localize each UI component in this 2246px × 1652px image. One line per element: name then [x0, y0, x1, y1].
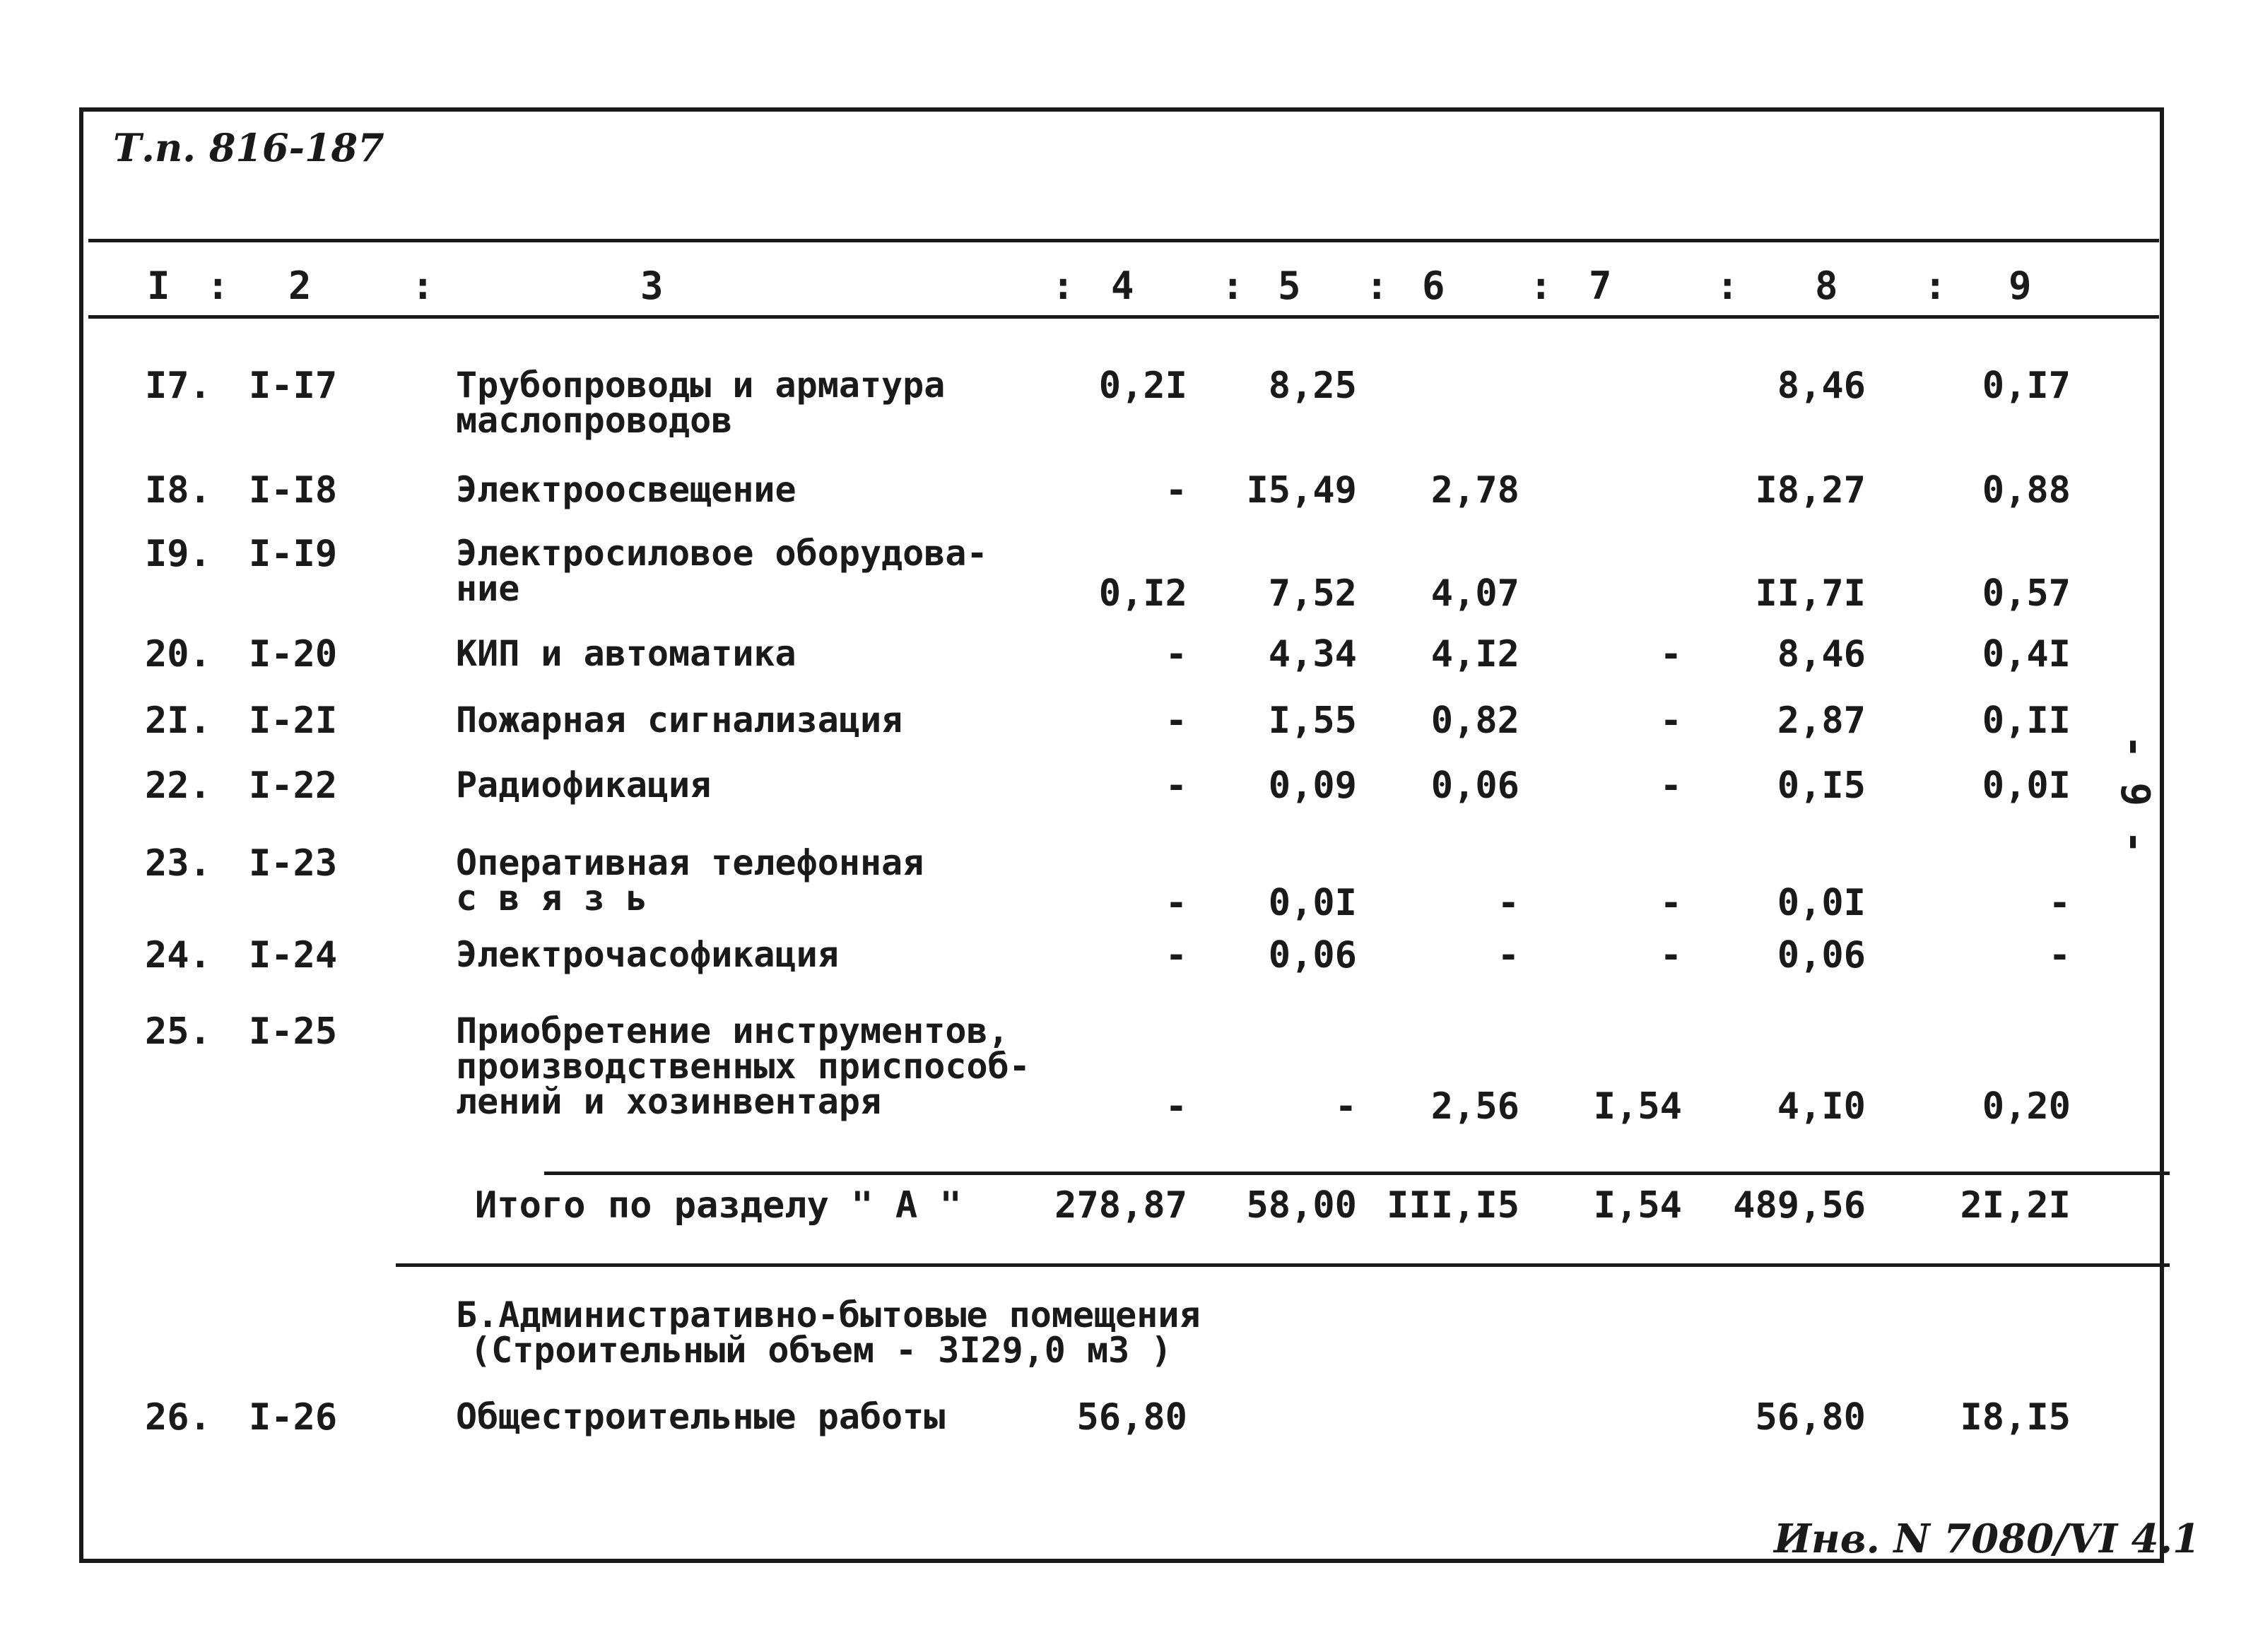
total-top-rule: [544, 1172, 2170, 1175]
col-header-9: 9: [2009, 264, 2032, 308]
header-bottom-rule: [88, 315, 2159, 319]
col-separator: :: [1529, 264, 1553, 308]
row-col6: 2,78: [1430, 469, 1519, 512]
row-col9: I8,I5: [1960, 1396, 2071, 1439]
col-separator: :: [1716, 264, 1739, 308]
total-col6: III,I5: [1387, 1184, 1519, 1227]
row-col5: 0,0I: [1268, 882, 1357, 924]
doc-code: Т.п. 816-187: [113, 125, 384, 170]
row-description: Общестроительные работы: [456, 1396, 946, 1437]
row-number: I8.: [145, 469, 211, 512]
row-col5: -: [1334, 1085, 1357, 1128]
row-col7: -: [1659, 633, 1682, 675]
row-col7: -: [1659, 700, 1682, 742]
col-separator: :: [206, 264, 230, 308]
row-col8: I8,27: [1755, 469, 1866, 512]
row-col6: 4,I2: [1430, 633, 1519, 675]
section-b-title: Б.Административно-бытовые помещения: [456, 1294, 1201, 1335]
row-col6: 2,56: [1430, 1085, 1519, 1128]
row-col7: -: [1659, 882, 1682, 924]
row-col5: I5,49: [1246, 469, 1357, 512]
col-header-6: 6: [1422, 264, 1445, 308]
row-description: Электрочасофикация: [456, 934, 839, 975]
row-col4: 56,80: [1076, 1396, 1187, 1439]
side-page-number: - 9 -: [2112, 735, 2158, 854]
row-col8: 8,46: [1777, 365, 1866, 407]
row-col4: 0,2I: [1098, 365, 1187, 407]
row-col8: 2,87: [1777, 700, 1866, 742]
row-description: КИП и автоматика: [456, 633, 796, 674]
row-code: I-23: [249, 842, 338, 885]
row-col4: -: [1165, 469, 1187, 512]
row-col4: -: [1165, 765, 1187, 807]
row-col9: 0,57: [1982, 572, 2071, 615]
row-number: 26.: [145, 1396, 211, 1439]
total-bottom-rule: [396, 1263, 2170, 1267]
row-col9: 0,20: [1982, 1085, 2071, 1128]
row-col4: 0,I2: [1098, 572, 1187, 615]
row-code: I-2I: [249, 700, 338, 742]
col-header-5: 5: [1278, 264, 1301, 308]
col-header-4: 4: [1111, 264, 1134, 308]
row-col4: -: [1165, 700, 1187, 742]
row-col8: 0,0I: [1777, 882, 1866, 924]
row-description: Оперативная телефонная с в я з ь: [456, 842, 924, 919]
row-description: Радиофикация: [456, 765, 712, 806]
inventory-note: Инв. N 7080/VI 4.1: [1774, 1516, 2201, 1562]
row-number: 2I.: [145, 700, 211, 742]
row-col4: -: [1165, 934, 1187, 977]
total-label: Итого по разделу " А ": [475, 1184, 962, 1227]
row-description: Электросиловое оборудова- ние: [456, 533, 988, 609]
row-number: 25.: [145, 1010, 211, 1053]
row-col9: 0,4I: [1982, 633, 2071, 675]
row-description: Приобретение инструментов, производственных приспособ- лений и хозинвентаря: [456, 1010, 1030, 1122]
row-col6: -: [1497, 882, 1519, 924]
row-col6: 0,06: [1430, 765, 1519, 807]
row-col6: 0,82: [1430, 700, 1519, 742]
row-number: 23.: [145, 842, 211, 885]
row-col9: 0,II: [1982, 700, 2071, 742]
total-col4: 278,87: [1054, 1184, 1187, 1227]
row-col5: I,55: [1268, 700, 1357, 742]
row-col9: -: [2048, 934, 2071, 977]
row-col5: 8,25: [1268, 365, 1357, 407]
row-description: Трубопроводы и арматура маслопроводов: [456, 365, 946, 441]
row-code: I-26: [249, 1396, 338, 1439]
col-header-3: 3: [640, 264, 664, 308]
total-col5: 58,00: [1246, 1184, 1357, 1227]
row-col9: 0,88: [1982, 469, 2071, 512]
row-col8: 0,I5: [1777, 765, 1866, 807]
total-col9: 2I,2I: [1960, 1184, 2071, 1227]
row-col7: -: [1659, 934, 1682, 977]
row-col5: 0,06: [1268, 934, 1357, 977]
row-col7: -: [1659, 765, 1682, 807]
row-code: I-24: [249, 934, 338, 977]
row-col7: I,54: [1593, 1085, 1682, 1128]
header-top-rule: [88, 239, 2159, 242]
row-number: 22.: [145, 765, 211, 807]
col-separator: :: [411, 264, 435, 308]
col-header-7: 7: [1589, 264, 1612, 308]
row-number: I7.: [145, 365, 211, 407]
row-col9: 0,0I: [1982, 765, 2071, 807]
row-description: Электроосвещение: [456, 469, 796, 510]
row-col4: -: [1165, 633, 1187, 675]
row-col4: -: [1165, 882, 1187, 924]
row-col9: -: [2048, 882, 2071, 924]
col-separator: :: [1052, 264, 1075, 308]
col-header-1: I: [147, 264, 170, 308]
row-col6: 4,07: [1430, 572, 1519, 615]
col-header-2: 2: [288, 264, 312, 308]
row-col8: 56,80: [1755, 1396, 1866, 1439]
row-col8: 4,I0: [1777, 1085, 1866, 1128]
row-code: I-20: [249, 633, 338, 675]
row-number: I9.: [145, 533, 211, 575]
row-col5: 0,09: [1268, 765, 1357, 807]
row-col9: 0,I7: [1982, 365, 2071, 407]
row-col8: 8,46: [1777, 633, 1866, 675]
col-header-8: 8: [1815, 264, 1838, 308]
row-col8: II,7I: [1755, 572, 1866, 615]
row-col5: 4,34: [1268, 633, 1357, 675]
col-separator: :: [1221, 264, 1245, 308]
row-code: I-I7: [249, 365, 338, 407]
col-separator: :: [1365, 264, 1389, 308]
row-code: I-I9: [249, 533, 338, 575]
row-col5: 7,52: [1268, 572, 1357, 615]
row-col6: -: [1497, 934, 1519, 977]
total-col7: I,54: [1593, 1184, 1682, 1227]
row-code: I-22: [249, 765, 338, 807]
total-col8: 489,56: [1733, 1184, 1866, 1227]
row-col8: 0,06: [1777, 934, 1866, 977]
row-number: 20.: [145, 633, 211, 675]
row-description: Пожарная сигнализация: [456, 700, 903, 741]
row-code: I-25: [249, 1010, 338, 1053]
row-col4: -: [1165, 1085, 1187, 1128]
section-b-subtitle: (Строительный объем - 3I29,0 м3 ): [470, 1330, 1172, 1371]
col-separator: :: [1924, 264, 1947, 308]
row-number: 24.: [145, 934, 211, 977]
row-code: I-I8: [249, 469, 338, 512]
